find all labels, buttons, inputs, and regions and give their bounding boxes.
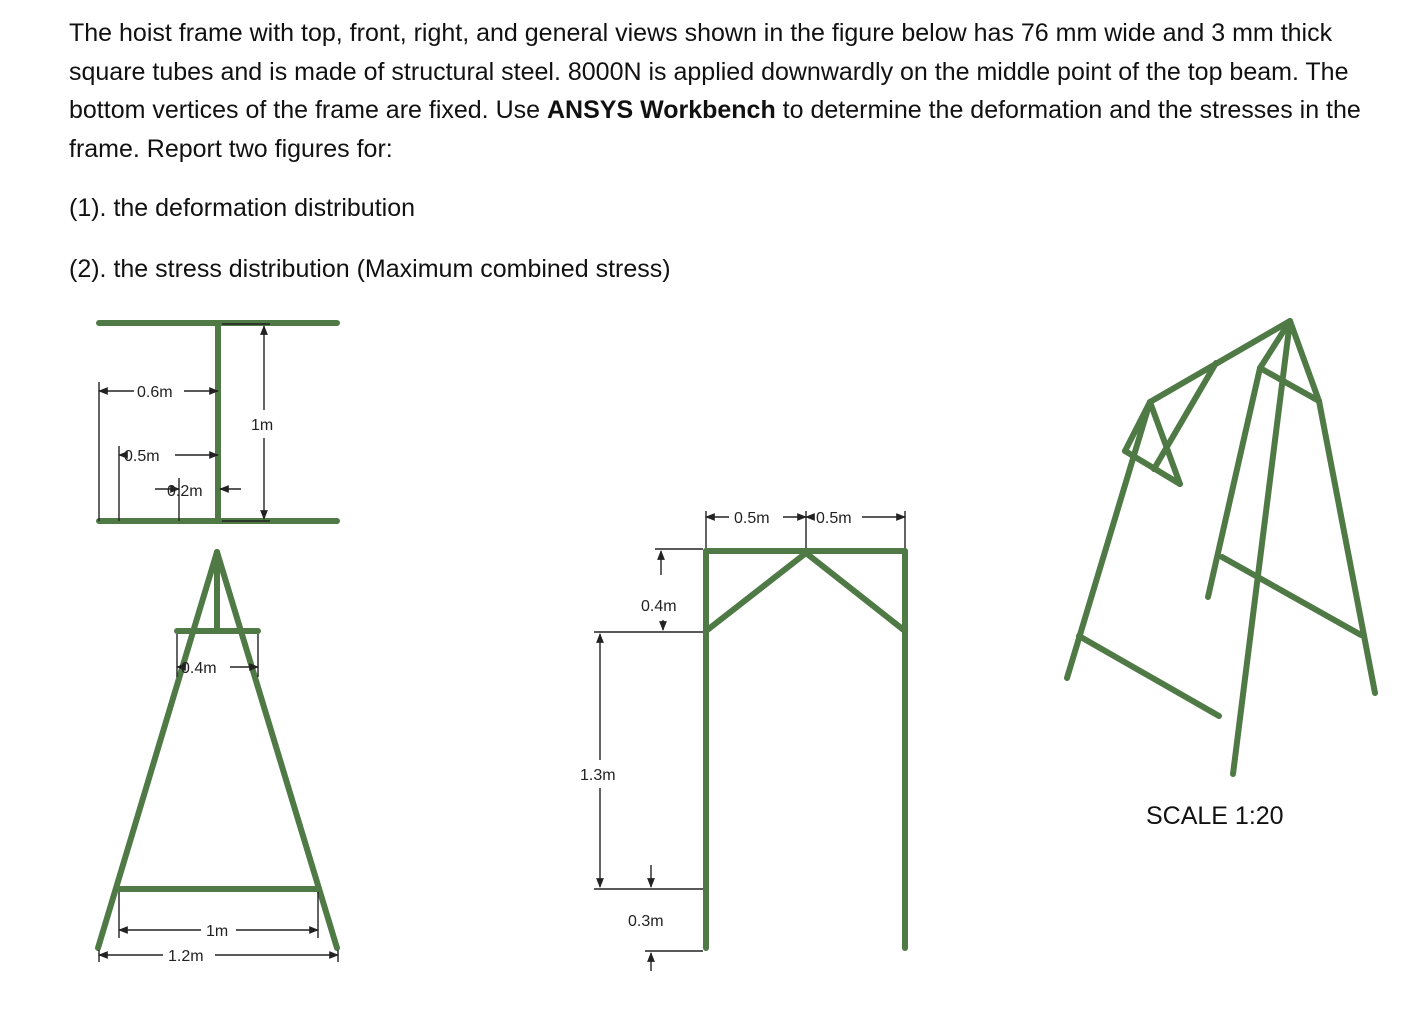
front-view-frame	[98, 552, 337, 948]
dim-label-0-4m: 0.4m	[181, 660, 217, 677]
dim-label-0-3m: 0.3m	[628, 913, 664, 930]
problem-intro: The hoist frame with top, front, right, and general views shown in the figure below has 76 mm wide and 3 mm thick square tubes and is made of structural steel. 8000N is applied downwardly on the middle point of the top beam. The bottom vertices of the frame are fixed. Use	[69, 19, 1349, 124]
top-view-dimensions	[99, 324, 273, 521]
dim-label-1m: 1m	[206, 923, 229, 940]
dim-label-1-3m: 1.3m	[580, 767, 616, 784]
dim-label-0-6m: 0.6m	[137, 384, 173, 401]
dim-label-1m: 1m	[251, 417, 274, 434]
dim-label-0-5m-right: 0.5m	[816, 510, 852, 527]
top-view	[99, 323, 337, 521]
item-deformation: (1). the deformation distribution	[69, 194, 416, 222]
dim-label-0-4m: 0.4m	[641, 598, 677, 615]
front-view-dimensions	[99, 634, 338, 965]
top-view-frame	[99, 323, 337, 521]
front-view	[98, 552, 338, 965]
problem-intro-end: to determine the deformation and the stresses in the frame. Report two figures for:	[69, 96, 1361, 163]
dim-label-1-2m: 1.2m	[168, 948, 204, 965]
right-view-dimensions	[580, 510, 905, 971]
right-view	[580, 510, 905, 971]
right-view-frame	[706, 551, 905, 948]
scale-label: SCALE 1:20	[1146, 802, 1284, 830]
item-stress: (2). the stress distribution (Maximum combined stress)	[69, 254, 671, 283]
isometric-view	[1067, 321, 1375, 830]
isometric-frame	[1067, 321, 1375, 774]
dim-label-0-2m: 0.2m	[167, 483, 203, 500]
dim-label-0-5m-left: 0.5m	[734, 510, 770, 527]
dim-label-0-5m: 0.5m	[124, 448, 160, 465]
software-name: ANSYS Workbench	[546, 96, 776, 124]
